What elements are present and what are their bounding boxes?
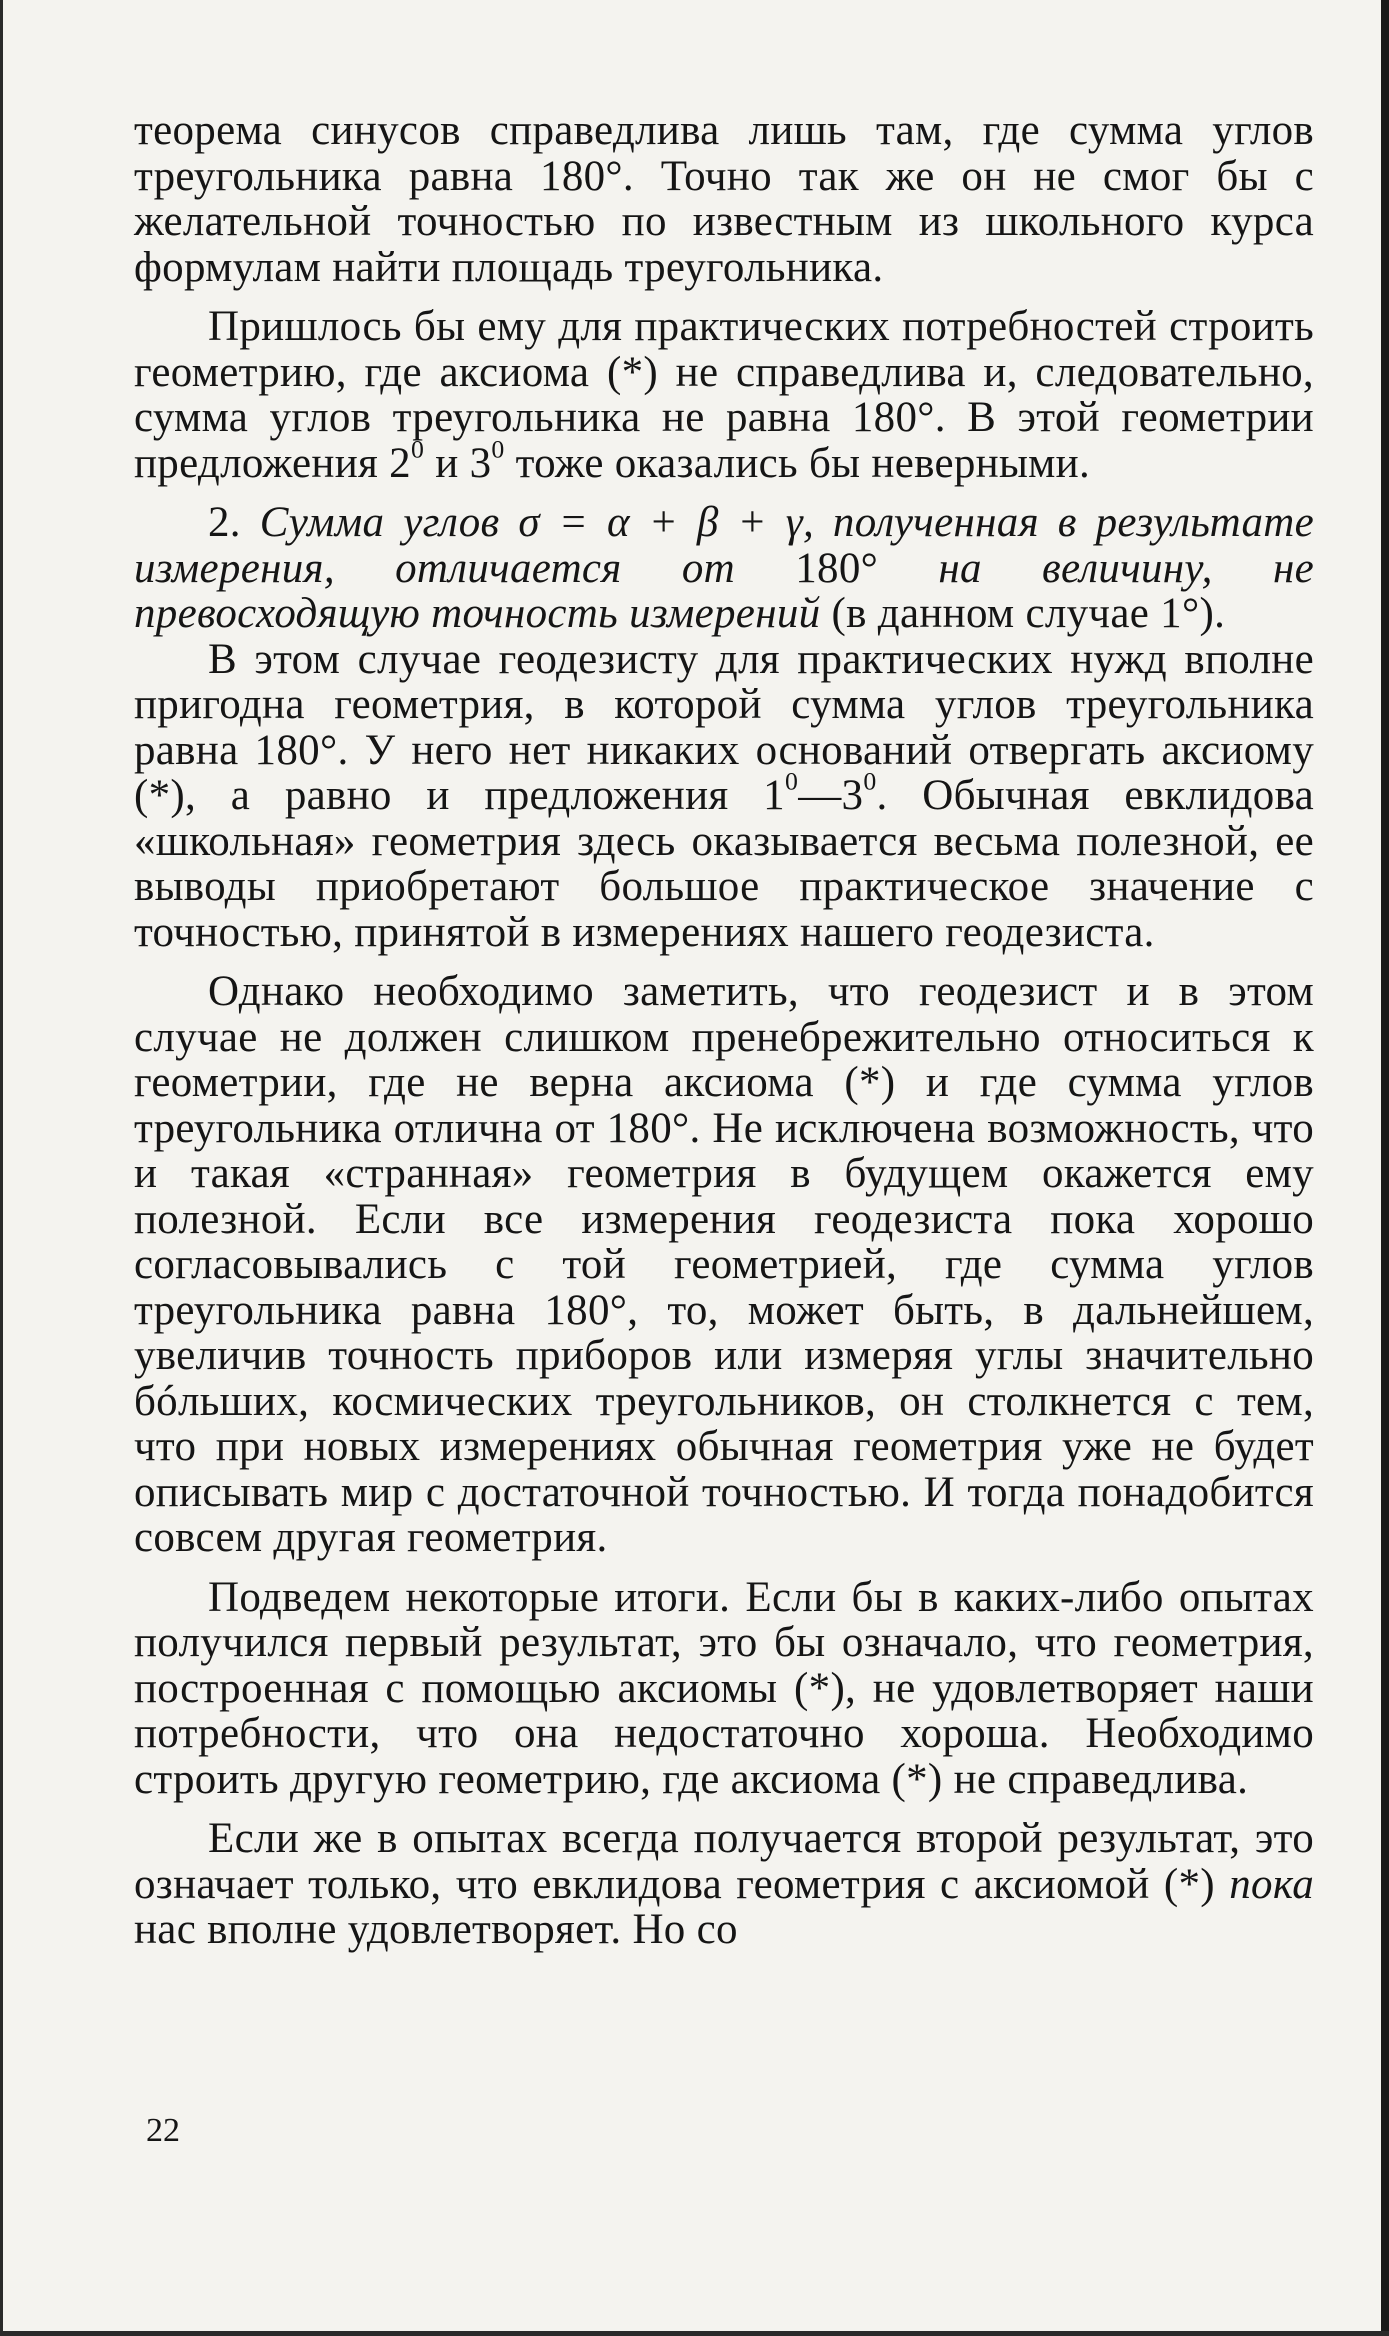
paragraph-4 (134, 637, 1314, 956)
paragraph-7-text-b: нас вполне удовлетворяет. Но со (134, 1906, 738, 1953)
paragraph-2-text-a: Пришлось бы ему для практических потребностей строить геометрию, где аксиома (*) не справедлива и, следовательно, сумма углов треугольника не равна 180°. В этой геометрии предложения 2 (134, 303, 1314, 487)
case-statement-note: (в данном случае 1°). (820, 590, 1226, 637)
paragraph-7 (134, 1816, 1314, 1953)
scan-right-edge (1381, 0, 1389, 2336)
case-statement-value: 180° (795, 544, 879, 592)
superscript-zero: 0 (491, 434, 505, 464)
paragraph-4-text-c: . Обычная евклидова «школьная» геометрия здесь оказывается весьма полезной, ее выводы приобретают большое практическое значение с точностью, принятой в измерениях нашего геодезиста. (134, 772, 1314, 956)
paragraph-7-italic: пока (1229, 1860, 1314, 1908)
paragraph-4-text-b: —3 (798, 772, 864, 819)
paragraph-5 (134, 969, 1314, 1561)
paragraph-2 (134, 304, 1314, 486)
superscript-zero: 0 (785, 766, 799, 796)
paragraph-4-text-a: В этом случае геодезисту для практических нужд вполне пригодна геометрия, в которой сумма углов треугольника равна 180°. У него нет никаких оснований отвергать аксиому (*), а равно и предложения 1 (134, 635, 1314, 819)
scan-left-edge (0, 0, 3, 2336)
paragraph-7-text-a: Если же в опытах всегда получается второй результат, это означает только, что евклидова геометрия с аксиомой (*) (134, 1815, 1314, 1908)
paragraph-2-text-c: тоже оказались бы неверными. (504, 439, 1091, 487)
case-number: 2. (208, 499, 260, 546)
paragraph-1 (134, 108, 1314, 290)
paragraph-6 (134, 1575, 1314, 1803)
paragraph-2-text-b: и 3 (424, 439, 492, 487)
superscript-zero: 0 (410, 434, 425, 464)
page-body (134, 108, 1314, 1953)
page-number: 22 (146, 2112, 180, 2149)
paragraph-5-text: Однако необходимо заметить, что геодезист и в этом случае не должен слишком пренебрежительно относиться к геометрии, где не верна аксиома (*) и где сумма углов треугольника отлична от 180°. Не исключена возможность, что и такая «странная» геометрия в будущем окажется ему полезной. Если все измерения геодезиста пока хорошо согласовывались с той геометрией, где сумма углов треугольника равна 180°, то, может быть, в дальнейшем, увеличив точность приборов или измеряя углы значительно бóльших, космических треугольников, он столкнется с тем, что при новых измерениях обычная геометрия уже не будет описывать мир с достаточной точностью. И тогда понадобится совсем другая геометрия. (134, 968, 1314, 1561)
paragraph-1-text: теорема синусов справедлива лишь там, где сумма углов треугольника равна 180°. Точно так же он не смог бы с желательной точностью по известным из школьного курса формулам найти площадь треугольника. (134, 107, 1314, 291)
case-statement-italic-2: на величину, не превосходящую точность измерений (134, 544, 1314, 637)
case-statement-italic-1: Сумма углов σ = α + β + γ, полученная в результате измерения, отличается от (134, 499, 1315, 592)
paragraph-6-text: Подведем некоторые итоги. Если бы в каких-либо опытах получился первый результат, это бы означало, что геометрия, построенная с помощью аксиомы (*), не удовлетворяет наши потребности, что она недостаточно хороша. Необходимо строить другую геометрию, где аксиома (*) не справедлива. (134, 1573, 1314, 1803)
scan-bottom-edge (0, 2331, 1389, 2336)
paragraph-3-case-two (134, 500, 1314, 637)
superscript-zero: 0 (863, 766, 877, 796)
